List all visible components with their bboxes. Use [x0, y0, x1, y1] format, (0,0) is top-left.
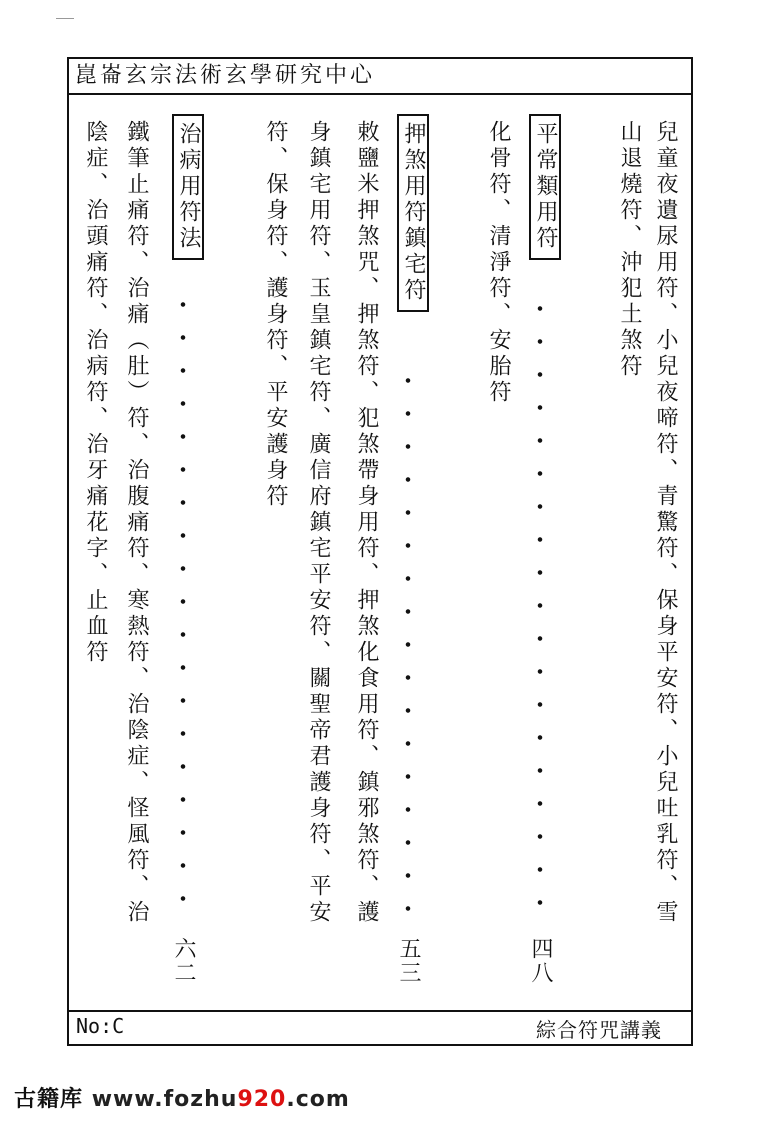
- section-page-number: 六二: [171, 937, 196, 985]
- leader-dots: [180, 288, 186, 912]
- content-column-7: 鐵筆止痛符、治痛（肚）符、治腹痛符、寒熱符、治陰症、怪風符、治: [124, 120, 149, 926]
- scan-mark: [56, 18, 74, 19]
- page-number-label: No:C: [76, 1014, 125, 1038]
- leader-dots: [537, 292, 543, 912]
- content-column-5: 身鎮宅用符、玉皇鎮宅符、廣信府鎮宅平安符、關聖帝君護身符、平安: [306, 120, 331, 926]
- section-heading: 治病用符法: [172, 114, 204, 260]
- book-title: 綜合符咒講義: [536, 1018, 662, 1042]
- site-watermark: [14, 1082, 350, 1113]
- show-through-text: [578, 120, 598, 406]
- content-column-4: 敕鹽米押煞咒、押煞符、犯煞帶身用符、押煞化食用符、鎮邪煞符、護: [354, 120, 379, 926]
- section-page-number: 五三: [396, 937, 421, 985]
- section-heading: 押煞用符鎮宅符: [397, 114, 429, 312]
- section-page-number: 四八: [528, 937, 553, 985]
- watermark-brand: 古籍库: [14, 1087, 84, 1112]
- watermark-www: www.fozhu: [91, 1087, 238, 1112]
- watermark-number: 920: [237, 1087, 287, 1112]
- footer-rule: [69, 1010, 691, 1012]
- content-column-3: 化骨符、清淨符、安胎符: [486, 120, 511, 406]
- content-column-8: 陰症、治頭痛符、治病符、治牙痛花字、止血符: [83, 120, 108, 666]
- page-header: 崑崙玄宗法術玄學研究中心: [69, 59, 691, 95]
- watermark-tld: .com: [286, 1087, 350, 1112]
- content-column-1: 兒童夜遺尿用符、小兒夜啼符、青驚符、保身平安符、小兒吐乳符、雪: [653, 120, 678, 926]
- section-heading: 平常類用符: [529, 114, 561, 260]
- content-column-2: 山退燒符、沖犯土煞符: [617, 120, 642, 380]
- leader-dots: [405, 364, 411, 912]
- content-column-6: 符、保身符、護身符、平安護身符: [263, 120, 288, 510]
